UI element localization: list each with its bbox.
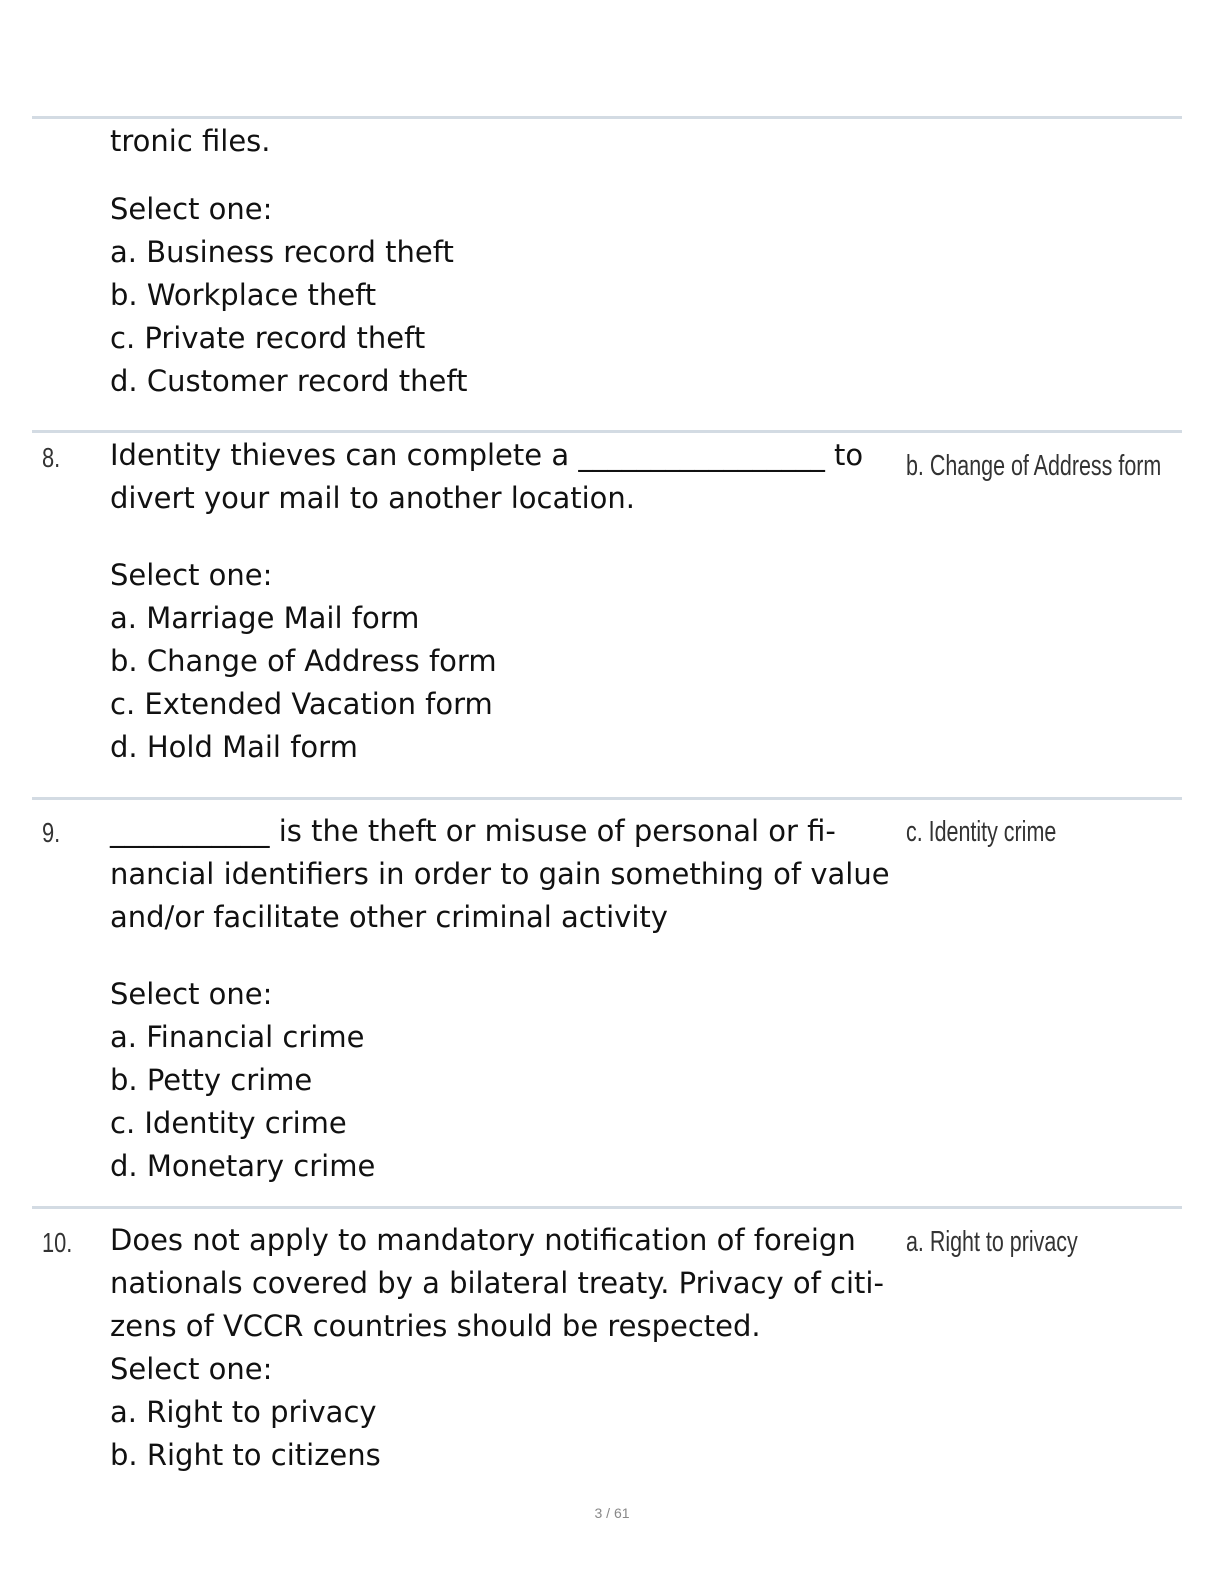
question-text-line: ___________ is the theft or misuse of personal or fi- [110,814,836,848]
answer-text: c. Identity crime [906,816,1057,848]
option-b: b. Workplace theft [110,278,377,312]
question-text [110,810,900,939]
option-d: d. Monetary crime [110,1149,376,1183]
section-divider [32,116,1182,119]
question-number: 8. [42,442,61,473]
select-one-label: Select one: [110,1352,273,1386]
option-c: c. Private record theft [110,321,426,355]
page-indicator: 3 / 61 [594,1505,630,1521]
question-text [110,1219,900,1477]
question-text-line: zens of VCCR countries should be respected. [110,1309,761,1343]
options-block [110,188,900,403]
option-c: c. Identity crime [110,1106,347,1140]
section-divider [32,797,1182,800]
option-a: a. Marriage Mail form [110,601,420,635]
question-text-line: nancial identifiers in order to gain something of value [110,857,890,891]
section-divider [32,430,1182,433]
question-text-line: and/or facilitate other criminal activity [110,900,668,934]
answer-text: a. Right to privacy [906,1226,1078,1258]
option-b: b. Right to citizens [110,1438,381,1472]
question-number: 9. [42,817,61,848]
question-continuation [110,120,900,163]
question-text-line: nationals covered by a bilateral treaty. Privacy of citi- [110,1266,884,1300]
question-text-line: Identity thieves can complete a _________________ to [110,438,864,472]
select-one-label: Select one: [110,558,273,592]
question-text [110,434,900,520]
options-block [110,973,900,1188]
option-a: a. Right to privacy [110,1395,377,1429]
question-number: 10. [42,1227,73,1258]
option-d: d. Customer record theft [110,364,468,398]
option-a: a. Business record theft [110,235,454,269]
question-text-line: Does not apply to mandatory notification of foreign [110,1223,856,1257]
options-block [110,554,900,769]
option-c: c. Extended Vacation form [110,687,493,721]
question-text-line: tronic files. [110,124,271,158]
select-one-label: Select one: [110,977,273,1011]
option-b: b. Petty crime [110,1063,313,1097]
section-divider [32,1206,1182,1209]
answer-text: b. Change of Address form [906,450,1162,482]
option-b: b. Change of Address form [110,644,497,678]
option-d: d. Hold Mail form [110,730,358,764]
select-one-label: Select one: [110,192,273,226]
question-text-line: divert your mail to another location. [110,481,636,515]
option-a: a. Financial crime [110,1020,365,1054]
